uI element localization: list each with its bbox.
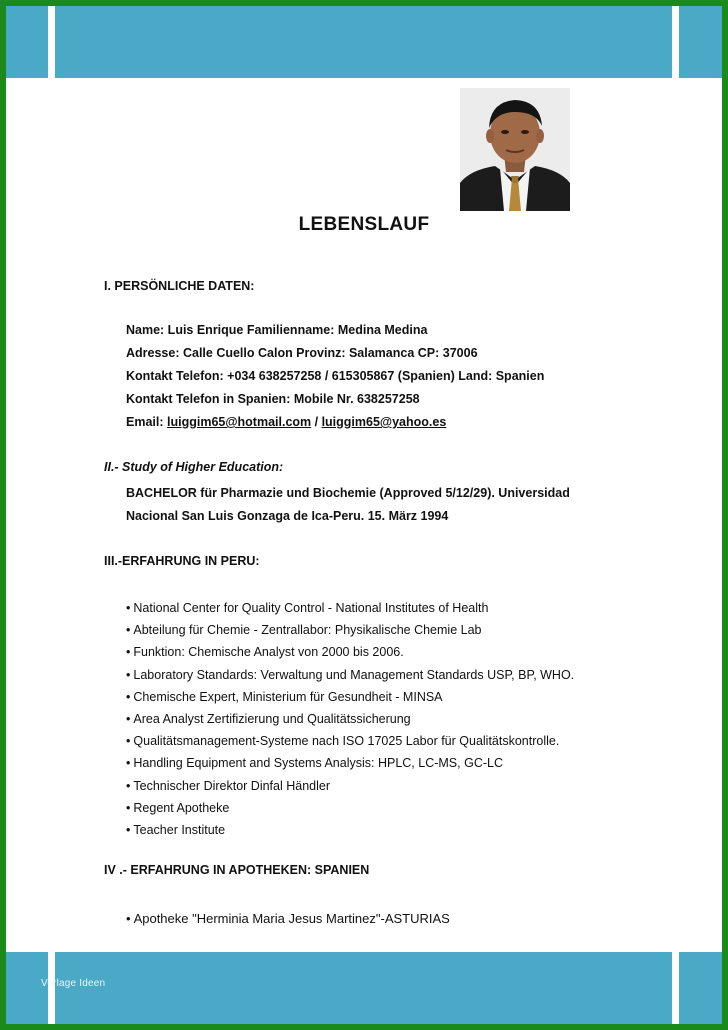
list-item: • Handling Equipment and Systems Analysis: HPLC, LC-MS, GC-LC bbox=[126, 755, 574, 777]
personal-address: Adresse: Calle Cuello Calon Provinz: Salamanca CP: 37006 bbox=[126, 346, 478, 360]
section-heading-personal: I. PERSÖNLICHE DATEN: bbox=[104, 279, 255, 293]
list-item: • Teacher Institute bbox=[126, 822, 574, 844]
list-item: • Funktion: Chemische Analyst von 2000 bis 2006. bbox=[126, 644, 574, 666]
section-heading-education: II.- Study of Higher Education: bbox=[104, 460, 284, 474]
education-line-1: BACHELOR für Pharmazie und Biochemie (Approved 5/12/29). Universidad bbox=[126, 486, 570, 500]
email-link-hotmail[interactable]: luiggim65@hotmail.com bbox=[167, 415, 312, 429]
personal-name: Name: Luis Enrique Familienname: Medina Medina bbox=[126, 323, 428, 337]
section-heading-experience-spain: IV .- ERFAHRUNG IN APOTHEKEN: SPANIEN bbox=[104, 863, 370, 877]
profile-photo bbox=[460, 88, 570, 211]
personal-phone: Kontakt Telefon: +034 638257258 / 615305867 (Spanien) Land: Spanien bbox=[126, 369, 545, 383]
document-title: LEBENSLAUF bbox=[298, 214, 430, 235]
list-item: • Abteilung für Chemie - Zentrallabor: Physikalische Chemie Lab bbox=[126, 622, 574, 644]
education-line-2: Nacional San Luis Gonzaga de Ica-Peru. 15. März 1994 bbox=[126, 509, 449, 523]
portrait-icon bbox=[460, 88, 570, 211]
list-item: • Area Analyst Zertifizierung und Qualitätssicherung bbox=[126, 711, 574, 733]
personal-phone-spain: Kontakt Telefon in Spanien: Mobile Nr. 638257258 bbox=[126, 392, 420, 406]
experience-peru-list bbox=[126, 600, 574, 844]
email-link-yahoo[interactable]: luiggim65@yahoo.es bbox=[321, 415, 447, 429]
email-separator: / bbox=[311, 415, 322, 429]
list-item: • Regent Apotheke bbox=[126, 800, 574, 822]
list-item: • Qualitätsmanagement-Systeme nach ISO 17025 Labor für Qualitätskontrolle. bbox=[126, 733, 574, 755]
watermark-text: Vorlage Ideen bbox=[41, 978, 106, 989]
list-item: • Chemische Expert, Ministerium für Gesundheit - MINSA bbox=[126, 689, 574, 711]
experience-spain-item: • Apotheke "Herminia Maria Jesus Martinez"-ASTURIAS bbox=[126, 911, 450, 926]
email-label: Email: bbox=[126, 415, 167, 429]
list-item: • Technischer Direktor Dinfal Händler bbox=[126, 778, 574, 800]
personal-email-line bbox=[126, 415, 446, 429]
list-item: • National Center for Quality Control - National Institutes of Health bbox=[126, 600, 574, 622]
list-item: • Laboratory Standards: Verwaltung und Management Standards USP, BP, WHO. bbox=[126, 667, 574, 689]
section-heading-experience-peru: III.-ERFAHRUNG IN PERU: bbox=[104, 554, 260, 568]
